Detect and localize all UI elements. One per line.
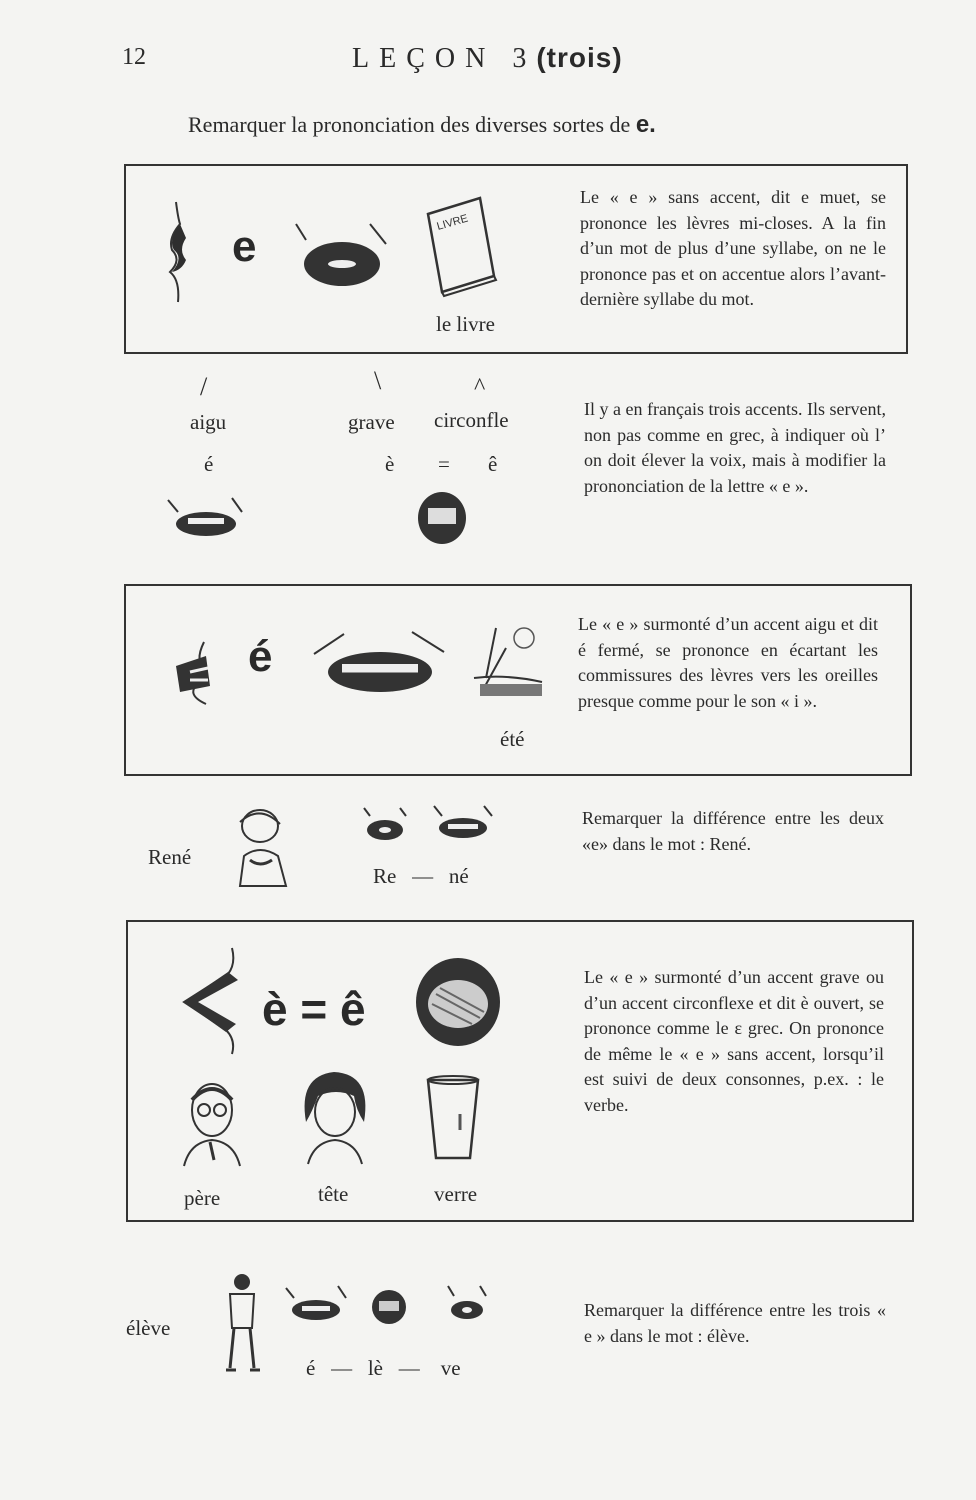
e-ouvert-description: Le « e » surmonté d’un accent grave ou d’un accent circonflexe et dit è ouvert, se prononce comme le ε grec. On prononce de même le « e » sans accent, lorsqu’il est suivi de deux consonnes, p.ex. : le verbe. xyxy=(584,967,884,1115)
accent-grave-mark: \ xyxy=(374,366,382,395)
smiling-mouth-small-icon xyxy=(432,804,494,844)
eleve-rounded-lips-icon xyxy=(446,1284,488,1324)
instruction-text: Remarquer la prononciation des diverses sortes de xyxy=(188,112,631,137)
accent-aigu-name: aigu xyxy=(190,410,227,434)
accent-aigu-mark: / xyxy=(200,372,208,401)
accents-description: Il y a en français trois accents. Ils servent, non pas comme en grec, à indiquer où l’ on doit élever la voix, mais à modifier la prononciation de la lettre « e ». xyxy=(584,399,886,496)
rene-dash: — xyxy=(412,864,434,888)
book-icon xyxy=(424,192,498,298)
book-title-text: LIVRE xyxy=(435,212,470,233)
eleve-dash-1: — xyxy=(331,1356,353,1380)
e-muet-description: Le « e » sans accent, dit e muet, se prononce les lèvres mi-closes. A la fin d’un mot de plus d’une syllabe, on ne le prononce pas et on accentue alors l’avant-dernière syllabe du mot. xyxy=(580,187,886,309)
eleve-word: élève xyxy=(126,1316,171,1340)
eleve-description: Remarquer la différence entre les trois « e » dans le mot : élève. xyxy=(584,1300,886,1346)
eleve-dash-2: — xyxy=(398,1356,420,1380)
letter-e-grave: è xyxy=(385,452,395,476)
e-ferme-letter: é xyxy=(248,632,273,681)
eleve-smile-mouth-icon xyxy=(284,1284,348,1324)
lesson-label: LEÇON 3 xyxy=(352,43,537,74)
boy-portrait-icon xyxy=(230,804,296,892)
lesson-title xyxy=(352,42,623,75)
page-number: 12 xyxy=(122,44,146,70)
open-mouth-icon xyxy=(414,490,470,546)
ete-caption: été xyxy=(500,727,525,751)
accent-grave-name: grave xyxy=(348,410,395,434)
wide-open-mouth-icon xyxy=(410,954,506,1050)
e-ferme-description: Le « e » surmonté d’un accent aigu et dit é fermé, se prononce en écartant les commissures des lèvres vers les oreilles presque comme pour le son « i ». xyxy=(578,614,878,711)
profile-open-mouth-icon xyxy=(176,944,246,1056)
rene-description: Remarquer la différence entre les deux «e» dans le mot : René. xyxy=(582,808,884,854)
pere-caption: père xyxy=(184,1186,221,1210)
eleve-syllable-3: ve xyxy=(440,1356,461,1380)
eleve-syllables xyxy=(306,1356,461,1381)
tete-caption: tête xyxy=(318,1182,349,1206)
rounded-lips-icon xyxy=(362,806,408,846)
e-muet-letter: e xyxy=(232,222,257,271)
equals-sign: = xyxy=(438,452,450,476)
rene-syllable-1: Re xyxy=(373,864,397,888)
smiling-mouth-icon xyxy=(166,496,246,542)
rene-word: René xyxy=(148,845,192,869)
letter-e-aigu: é xyxy=(204,452,214,476)
student-figure-icon xyxy=(222,1272,262,1376)
lesson-paren: (trois) xyxy=(536,42,623,73)
summer-scene-icon xyxy=(466,618,546,704)
glass-icon xyxy=(424,1074,482,1164)
eleve-syllable-1: é xyxy=(306,1356,316,1380)
book-caption: le livre xyxy=(436,312,495,336)
e-ouvert-letters: è = ê xyxy=(262,983,366,1035)
instruction xyxy=(188,111,656,139)
accent-circonflexe-name: circonfle xyxy=(434,408,509,432)
accent-circonflexe-mark: ^ xyxy=(474,374,486,400)
girl-portrait-icon xyxy=(298,1066,372,1166)
verre-caption: verre xyxy=(434,1182,478,1206)
eleve-syllable-2: lè xyxy=(367,1356,383,1380)
profile-lips-icon xyxy=(160,198,200,308)
wide-smile-icon xyxy=(312,624,448,696)
profile-smile-icon xyxy=(170,636,220,712)
letter-e-circonflexe: ê xyxy=(488,452,498,476)
instruction-letter: e. xyxy=(635,111,656,138)
eleve-open-mouth-icon xyxy=(370,1288,408,1326)
lips-half-closed-icon xyxy=(290,218,400,298)
rene-syllable-2: né xyxy=(448,864,469,888)
father-portrait-icon xyxy=(180,1076,242,1168)
rene-syllables xyxy=(373,864,469,889)
